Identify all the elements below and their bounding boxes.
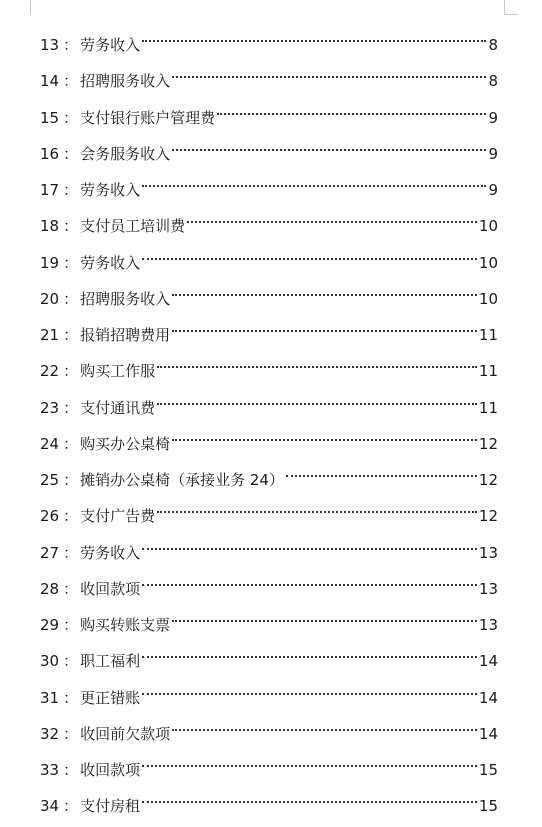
toc-entry-title: 购买工作服 [80, 362, 156, 381]
toc-entry-number: 15 [40, 108, 60, 127]
toc-dot-leader [172, 276, 477, 304]
toc-entry[interactable] [40, 675, 498, 711]
toc-entry-title: 支付员工培训费 [80, 217, 186, 236]
toc-entry-title: 支付广告费 [80, 507, 156, 526]
toc-entry-separator: ： [63, 579, 79, 598]
toc-entry-number: 16 [40, 144, 60, 163]
toc-entry-separator: ： [63, 434, 79, 453]
table-of-contents [40, 22, 498, 820]
toc-entry-title: 摊销办公桌椅（承接业务 24） [80, 471, 284, 489]
toc-entry-separator: ： [63, 471, 79, 489]
toc-dot-leader [157, 385, 477, 413]
crop-mark-right-horizontal [504, 14, 518, 15]
toc-entry[interactable] [40, 348, 498, 384]
toc-entry[interactable] [40, 638, 498, 674]
toc-dot-leader [172, 711, 477, 739]
toc-entry-number: 33 [40, 761, 60, 779]
toc-entry-page-number: 10 [478, 253, 498, 272]
toc-entry-title: 收回款项 [80, 579, 141, 598]
toc-entry-number: 28 [40, 579, 60, 598]
toc-entry-page-number: 11 [478, 362, 498, 381]
toc-entry[interactable] [40, 530, 498, 566]
toc-entry[interactable] [40, 783, 498, 819]
toc-entry-page-number: 15 [478, 761, 498, 779]
toc-entry-separator: ： [63, 797, 79, 816]
toc-entry-separator: ： [63, 72, 79, 91]
toc-entry-separator: ： [63, 181, 79, 199]
toc-entry-page-number: 10 [478, 217, 498, 236]
toc-entry-separator: ： [63, 217, 79, 236]
toc-entry-number: 18 [40, 217, 60, 236]
toc-entry-number: 14 [40, 72, 60, 91]
toc-dot-leader [157, 493, 477, 521]
toc-entry-page-number: 13 [478, 616, 498, 634]
toc-dot-leader [142, 783, 477, 811]
toc-entry-separator: ： [63, 362, 79, 381]
toc-entry-page-number: 14 [478, 652, 498, 671]
toc-entry-number: 27 [40, 543, 60, 562]
toc-entry-number: 17 [40, 181, 60, 199]
toc-dot-leader [172, 131, 486, 159]
toc-entry-page-number: 12 [478, 434, 498, 453]
toc-entry-separator: ： [63, 543, 79, 562]
toc-dot-leader [187, 203, 477, 231]
toc-entry-number: 21 [40, 326, 60, 344]
toc-entry-title: 更正错账 [80, 688, 141, 707]
toc-entry-separator: ： [63, 507, 79, 526]
toc-entry-separator: ： [63, 144, 79, 163]
crop-mark-left [30, 0, 31, 14]
toc-entry[interactable] [40, 421, 498, 457]
toc-entry-title: 报销招聘费用 [80, 326, 171, 344]
toc-entry-page-number: 9 [488, 144, 498, 163]
toc-entry-page-number: 10 [478, 289, 498, 308]
toc-dot-leader [286, 457, 477, 485]
toc-entry-separator: ： [63, 761, 79, 779]
toc-entry-page-number: 11 [478, 326, 498, 344]
toc-entry-number: 13 [40, 36, 60, 54]
toc-entry-separator: ： [63, 253, 79, 272]
toc-entry-title: 招聘服务收入 [80, 289, 171, 308]
toc-entry[interactable] [40, 602, 498, 638]
toc-entry-number: 20 [40, 289, 60, 308]
toc-entry-separator: ： [63, 398, 79, 417]
toc-entry-page-number: 9 [488, 181, 498, 199]
toc-entry-title: 支付银行账户管理费 [80, 108, 216, 127]
toc-entry-number: 23 [40, 398, 60, 417]
toc-dot-leader [142, 566, 477, 594]
toc-entry-title: 劳务收入 [80, 181, 141, 199]
toc-entry-page-number: 12 [478, 471, 498, 489]
toc-entry-number: 30 [40, 652, 60, 671]
toc-entry-title: 收回前欠款项 [80, 724, 171, 743]
toc-dot-leader [142, 22, 486, 50]
toc-entry-separator: ： [63, 652, 79, 671]
toc-entry-separator: ： [63, 724, 79, 743]
toc-dot-leader [172, 312, 477, 340]
toc-dot-leader [172, 602, 477, 630]
toc-entry[interactable] [40, 131, 498, 167]
toc-entry[interactable] [40, 566, 498, 602]
toc-entry-page-number: 14 [478, 724, 498, 743]
toc-entry-separator: ： [63, 616, 79, 634]
toc-dot-leader [217, 95, 486, 123]
toc-entry-title: 支付房租 [80, 797, 141, 816]
toc-dot-leader [157, 348, 477, 376]
toc-entry-separator: ： [63, 108, 79, 127]
toc-entry-title: 购买转账支票 [80, 616, 171, 634]
toc-entry[interactable] [40, 312, 498, 348]
toc-entry-title: 购买办公桌椅 [80, 434, 171, 453]
toc-entry[interactable] [40, 58, 498, 94]
toc-dot-leader [172, 58, 486, 86]
toc-entry-page-number: 14 [478, 688, 498, 707]
toc-entry[interactable] [40, 22, 498, 58]
toc-entry-title: 职工福利 [80, 652, 141, 671]
toc-dot-leader [172, 421, 477, 449]
toc-entry-number: 31 [40, 688, 60, 707]
toc-dot-leader [142, 240, 477, 268]
toc-dot-leader [142, 675, 477, 703]
crop-mark-right-vertical [504, 0, 505, 14]
toc-entry-page-number: 12 [478, 507, 498, 526]
toc-entry-title: 劳务收入 [80, 36, 141, 54]
toc-entry[interactable] [40, 167, 498, 203]
toc-dot-leader [142, 530, 477, 558]
toc-entry-number: 34 [40, 797, 60, 816]
toc-entry-number: 32 [40, 724, 60, 743]
toc-dot-leader [142, 638, 477, 666]
toc-entry-page-number: 13 [478, 579, 498, 598]
toc-entry-number: 25 [40, 471, 60, 489]
toc-entry-separator: ： [63, 289, 79, 308]
toc-entry-page-number: 13 [478, 543, 498, 562]
toc-entry[interactable] [40, 711, 498, 747]
toc-entry-number: 29 [40, 616, 60, 634]
toc-entry-number: 24 [40, 434, 60, 453]
toc-entry-page-number: 8 [488, 36, 498, 54]
toc-entry[interactable] [40, 203, 498, 239]
toc-entry-page-number: 9 [488, 108, 498, 127]
toc-entry[interactable] [40, 457, 498, 493]
toc-entry[interactable] [40, 385, 498, 421]
toc-entry-number: 19 [40, 253, 60, 272]
toc-entry-title: 劳务收入 [80, 253, 141, 272]
toc-entry[interactable] [40, 95, 498, 131]
toc-entry-title: 收回款项 [80, 761, 141, 779]
toc-entry-separator: ： [63, 326, 79, 344]
toc-entry-title: 劳务收入 [80, 543, 141, 562]
toc-entry-page-number: 15 [478, 797, 498, 816]
toc-dot-leader [142, 167, 486, 195]
toc-entry-separator: ： [63, 688, 79, 707]
toc-entry-number: 22 [40, 362, 60, 381]
toc-entry-separator: ： [63, 36, 79, 54]
toc-entry-number: 26 [40, 507, 60, 526]
toc-entry-page-number: 11 [478, 398, 498, 417]
toc-entry-title: 支付通讯费 [80, 398, 156, 417]
toc-entry[interactable] [40, 493, 498, 529]
toc-entry-title: 会务服务收入 [80, 144, 171, 163]
toc-entry[interactable] [40, 240, 498, 276]
toc-entry-title: 招聘服务收入 [80, 72, 171, 91]
toc-entry[interactable] [40, 747, 498, 783]
toc-entry[interactable] [40, 276, 498, 312]
toc-dot-leader [142, 747, 477, 775]
toc-entry-page-number: 8 [488, 72, 498, 91]
